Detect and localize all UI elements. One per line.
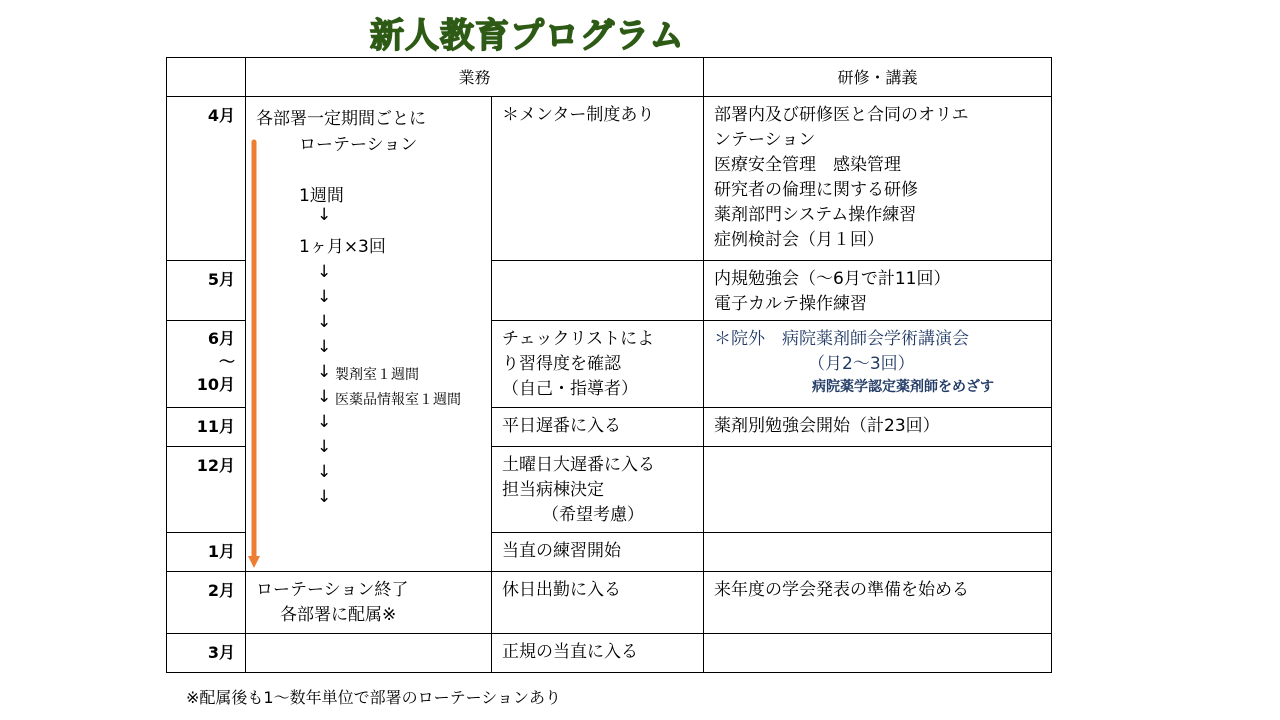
down-arrow-icon: ↓ <box>317 487 332 507</box>
header-duties: 業務 <box>246 58 704 97</box>
training-mar <box>704 634 1052 673</box>
table-row-feb <box>167 572 1052 634</box>
training-nov: 薬剤別勉強会開始（計23回） <box>704 408 1052 447</box>
month-dec: 12月 <box>167 447 246 533</box>
down-arrow-icon: ↓ <box>317 437 332 457</box>
down-arrow-icon: ↓ <box>317 337 332 357</box>
rotation-end: ローテーション終了 各部署に配属※ <box>246 572 492 634</box>
duty-may <box>492 261 704 321</box>
rotation-iyakuhin: 医薬品情報室１週間 <box>335 392 461 408</box>
duty-feb: 休日出勤に入る <box>492 572 704 634</box>
duty-mar: 正規の当直に入る <box>492 634 704 673</box>
month-feb: 2月 <box>167 572 246 634</box>
footnote: ※配属後も1〜数年単位で部署のローテーションあり <box>186 688 561 707</box>
table-header-row <box>167 58 1052 97</box>
rotation-line2: ローテーション <box>299 135 418 155</box>
training-dec <box>704 447 1052 533</box>
training-apr: 部署内及び研修医と合同のオリエ ンテーション 医療安全管理 感染管理 研究者の倫理に関する研修 薬剤部門システム操作練習 症例検討会（月１回） <box>704 97 1052 261</box>
header-training: 研修・講義 <box>704 58 1052 97</box>
rotation-month3: 1ヶ月×3回 <box>299 237 386 257</box>
down-arrow-icon: ↓ <box>317 387 332 407</box>
training-may: 内規勉強会（〜6月で計11回） 電子カルテ操作練習 <box>704 261 1052 321</box>
down-arrow-icon: ↓ <box>317 287 332 307</box>
down-arrow-icon: ↓ <box>317 205 332 225</box>
month-mar: 3月 <box>167 634 246 673</box>
down-arrow-icon: ↓ <box>317 262 332 282</box>
duty-jun-oct: チェックリストによ り習得度を確認 （自己・指導者） <box>492 321 704 408</box>
rotation-seizai: 製剤室１週間 <box>335 367 419 383</box>
training-jun-oct: ＊院外 病院薬剤師会学術講演会 （月2〜3回） 病院薬学認定薬剤師をめざす <box>704 321 1052 408</box>
duty-jan: 当直の練習開始 <box>492 533 704 572</box>
page-title: 新人教育プログラム <box>370 16 685 56</box>
header-blank <box>167 58 246 97</box>
orange-arrow-icon <box>244 138 264 572</box>
duty-nov: 平日遅番に入る <box>492 408 704 447</box>
month-nov: 11月 <box>167 408 246 447</box>
down-arrow-icon: ↓ <box>317 462 332 482</box>
down-arrow-icon: ↓ <box>317 362 332 382</box>
training-feb: 来年度の学会発表の準備を始める <box>704 572 1052 634</box>
down-arrow-icon: ↓ <box>317 312 332 332</box>
month-jan: 1月 <box>167 533 246 572</box>
training-jan <box>704 533 1052 572</box>
rotation-cell <box>246 97 492 572</box>
table-row-mar <box>167 634 1052 673</box>
duty-apr: ＊メンター制度あり <box>492 97 704 261</box>
rotation-week: 1週間 <box>299 186 344 206</box>
rotation-line1: 各部署一定期間ごとに <box>256 109 426 129</box>
down-arrow-icon: ↓ <box>317 412 332 432</box>
month-jun-oct: 6月 〜 10月 <box>167 321 246 408</box>
rotation-mar <box>246 634 492 673</box>
month-apr: 4月 <box>167 97 246 261</box>
month-may: 5月 <box>167 261 246 321</box>
duty-dec: 土曜日大遅番に入る 担当病棟決定 （希望考慮） <box>492 447 704 533</box>
